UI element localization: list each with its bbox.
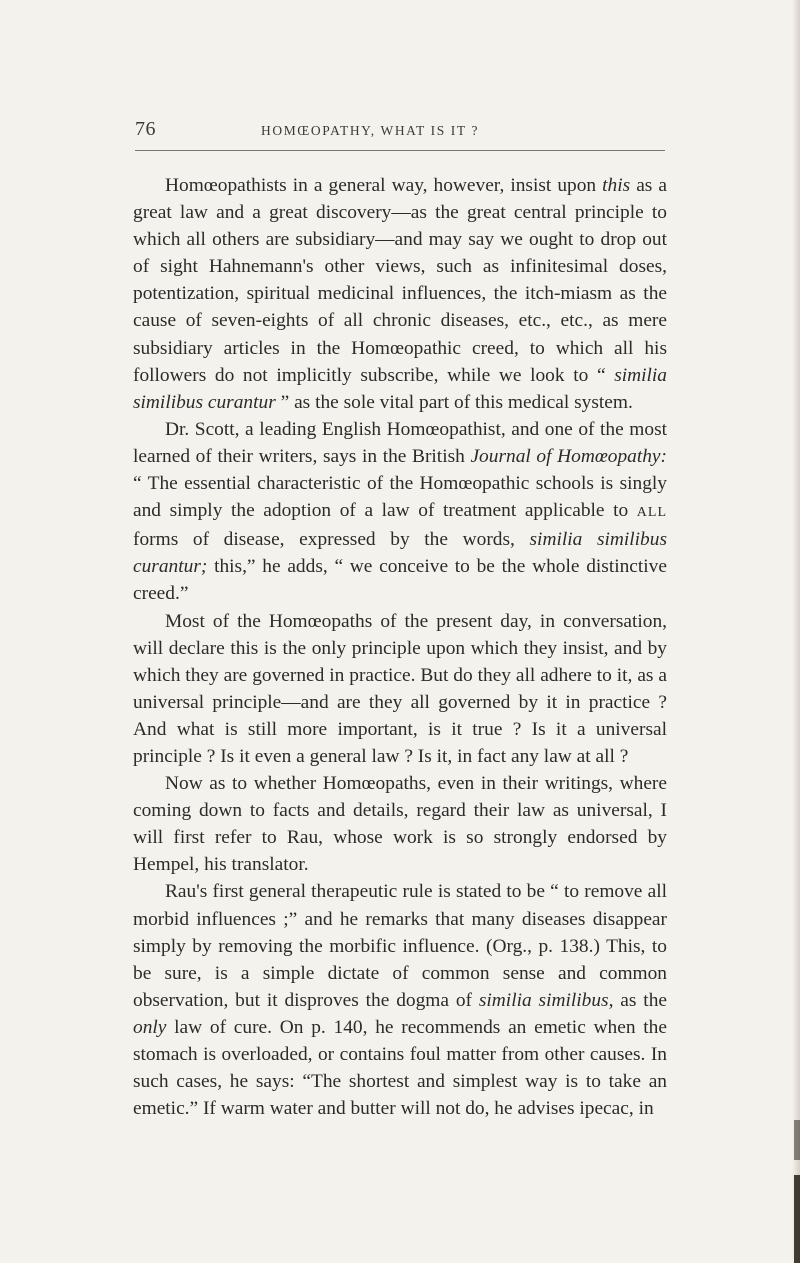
- text-run: as the: [613, 989, 667, 1011]
- page-edge-mark: [794, 1120, 800, 1160]
- body-text: [133, 172, 667, 1122]
- text-run: this,” he adds, “ we conceive to be the whole distinctive creed.”: [133, 556, 667, 605]
- italic-run: only: [133, 1016, 167, 1038]
- italic-run: similia similibus,: [478, 989, 614, 1011]
- page-number: 76: [135, 118, 156, 140]
- italic-run: this: [602, 175, 631, 196]
- text-run: Rau's first general therapeutic rule is stated to be “ to remove all morbid influences ;” and he remarks that many diseases disappear simply by removing the morbific influence. (Org., p. 138.) This, to be sure, is a simple dictate of common sense and common observation, but it disproves the dogma of: [133, 881, 667, 1011]
- paragraph: [133, 172, 667, 416]
- italic-run: similia similibus curantur: [133, 364, 667, 413]
- smallcaps-run: ALL: [636, 505, 667, 521]
- running-title: HOMŒOPATHY, WHAT IS IT ?: [261, 123, 480, 138]
- paragraph: [133, 770, 667, 878]
- text-run: Dr. Scott, a leading English Homœopathist, and one of the most learned of their writers, says in the British: [133, 418, 667, 467]
- text-run: law of cure. On p. 140, he recommends an emetic when the stomach is overloaded, or contains foul matter from other causes. In such cases, he says: “The shortest and simplest way is to take an emetic.” If warm water and butter will not do, he advises ipecac, in: [133, 1016, 667, 1120]
- italic-run: Journal of Homœopathy:: [470, 445, 667, 467]
- page-edge-mark: [794, 1175, 800, 1263]
- paragraph: [133, 608, 667, 771]
- text-run: ” as the sole vital part of this medical system.: [275, 391, 633, 413]
- running-header: [135, 118, 665, 148]
- paragraph: [133, 878, 667, 1122]
- italic-run: similia similibus curantur;: [133, 529, 667, 578]
- text-run: “ The essential characteristic of the Homœopathic schools is singly and simply the adoption of a law of treatment applicable to: [133, 473, 667, 522]
- text-run: Most of the Homœopaths of the present day, in conversation, will declare this is the only principle upon which they insist, and by which they are governed in practice. But do they all adhere to it, as a universal principle—and are they all governed by it in practice ? And what is still more important, is it true ? Is it a universal principle ? Is it even a general law ? Is it, in fact any law at all ?: [133, 610, 667, 767]
- text-run: Homœopathists in a general way, however, insist upon: [165, 175, 603, 196]
- page-edge-shadow: [792, 0, 800, 1263]
- text-run: Now as to whether Homœopaths, even in their writings, where coming down to facts and details, regard their law as universal, I will first refer to Rau, whose work is so strongly endorsed by Hempel, his translator.: [133, 773, 667, 876]
- paragraph: [133, 416, 667, 608]
- text-run: forms of disease, expressed by the words,: [133, 529, 530, 551]
- text-run: as a great law and a great discovery—as the great central principle to which all others are subsidiary—and may say we ought to drop out of sight Hahnemann's other views, such as infinitesimal doses, potentization, spiritual medicinal influences, the itch-miasm as the cause of seven-eights of all chronic diseases, etc., etc., as mere subsidiary articles in the Homœopathic creed, to which all his followers do not implicitly subscribe, while we look to “: [133, 175, 667, 386]
- header-rule: [135, 150, 665, 151]
